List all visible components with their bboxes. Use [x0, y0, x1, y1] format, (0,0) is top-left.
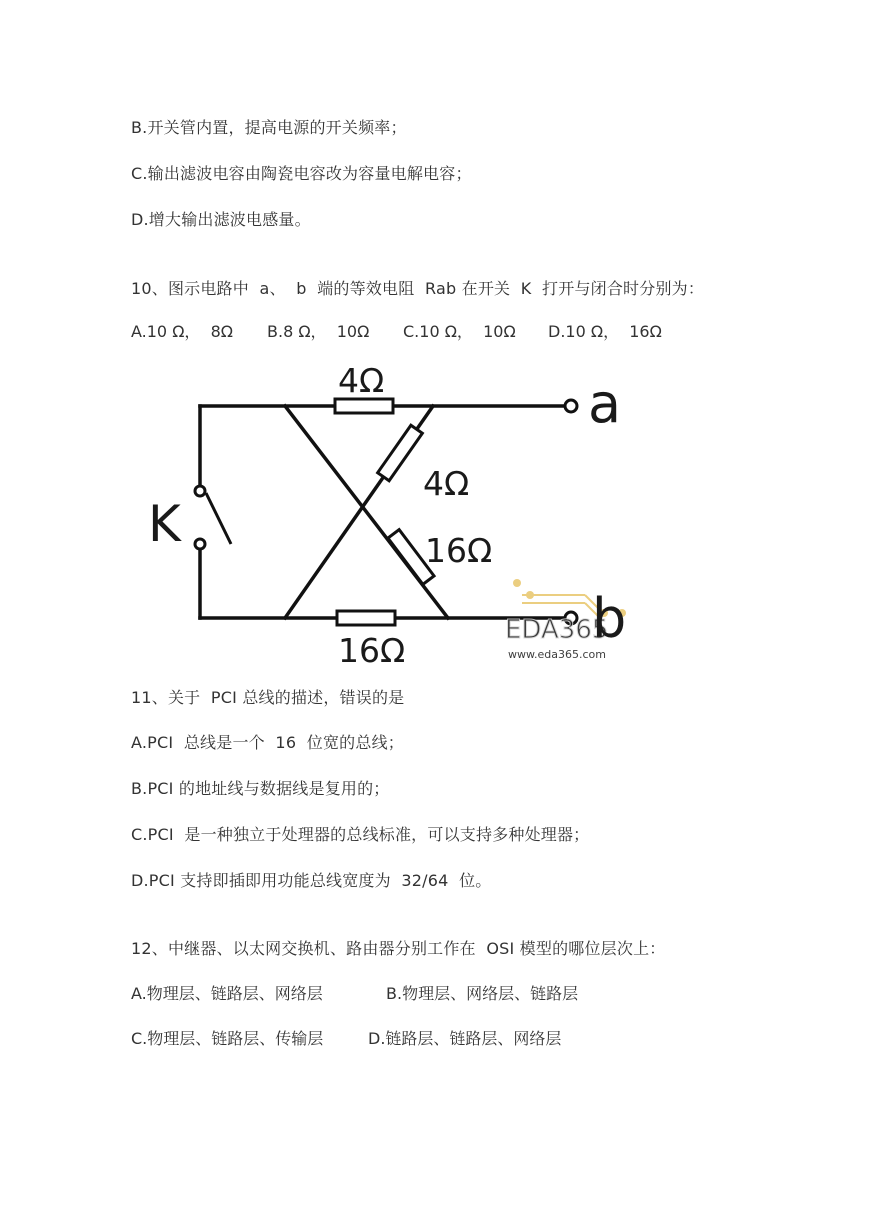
label-terminal-a: a: [588, 372, 622, 435]
label-r-diag-lower: 16Ω: [425, 531, 493, 570]
q10-option-b: B.8 Ω， 10Ω: [267, 322, 370, 341]
switch-contact-top: [195, 486, 205, 496]
q11-option-b: B.PCI 的地址线与数据线是复用的；: [131, 779, 390, 798]
q12-option-a: A.物理层、链路层、网络层: [131, 984, 323, 1003]
watermark-logo: EDA365: [505, 615, 609, 645]
q10-option-a: A.10 Ω， 8Ω: [131, 322, 234, 341]
resistor-top: [335, 399, 393, 413]
q11-stem: 11、关于 PCI 总线的描述，错误的是: [131, 688, 405, 707]
label-r-bottom: 16Ω: [338, 631, 406, 670]
q11-option-a: A.PCI 总线是一个 16 位宽的总线；: [131, 733, 404, 752]
q12-option-c: C.物理层、链路层、传输层: [131, 1029, 324, 1048]
label-terminal-b: b: [592, 587, 627, 650]
circuit-diagram: [130, 355, 650, 673]
q9-option-c: C.输出滤波电容由陶瓷电容改为容量电解电容；: [131, 164, 472, 183]
q11-option-d: D.PCI 支持即插即用功能总线宽度为 32/64 位。: [131, 871, 492, 890]
label-r-diag-upper: 4Ω: [423, 464, 470, 503]
label-r-top: 4Ω: [338, 361, 385, 400]
q10-option-c: C.10 Ω， 10Ω: [403, 322, 516, 341]
resistor-diag-upper: [378, 425, 423, 481]
resistor-bottom: [337, 611, 395, 625]
q12-stem: 12、中继器、以太网交换机、路由器分别工作在 OSI 模型的哪位层次上：: [131, 939, 666, 958]
q12-option-d: D.链路层、链路层、网络层: [368, 1029, 562, 1048]
q11-option-c: C.PCI 是一种独立于处理器的总线标准，可以支持多种处理器；: [131, 825, 590, 844]
q9-option-b: B.开关管内置，提高电源的开关频率；: [131, 118, 407, 137]
switch-contact-bottom: [195, 539, 205, 549]
wire-diag-1: [285, 406, 448, 618]
q10-option-d: D.10 Ω， 16Ω: [548, 322, 662, 341]
label-switch-k: K: [148, 495, 181, 553]
q9-option-d: D.增大输出滤波电感量。: [131, 210, 311, 229]
q10-stem: 10、图示电路中 a、 b 端的等效电阻 Rab 在开关 K 打开与闭合时分别为：: [131, 279, 705, 298]
watermark-url: www.eda365.com: [508, 648, 606, 661]
q12-option-b: B.物理层、网络层、链路层: [386, 984, 579, 1003]
switch-blade: [206, 493, 231, 544]
terminal-a-dot: [565, 400, 577, 412]
